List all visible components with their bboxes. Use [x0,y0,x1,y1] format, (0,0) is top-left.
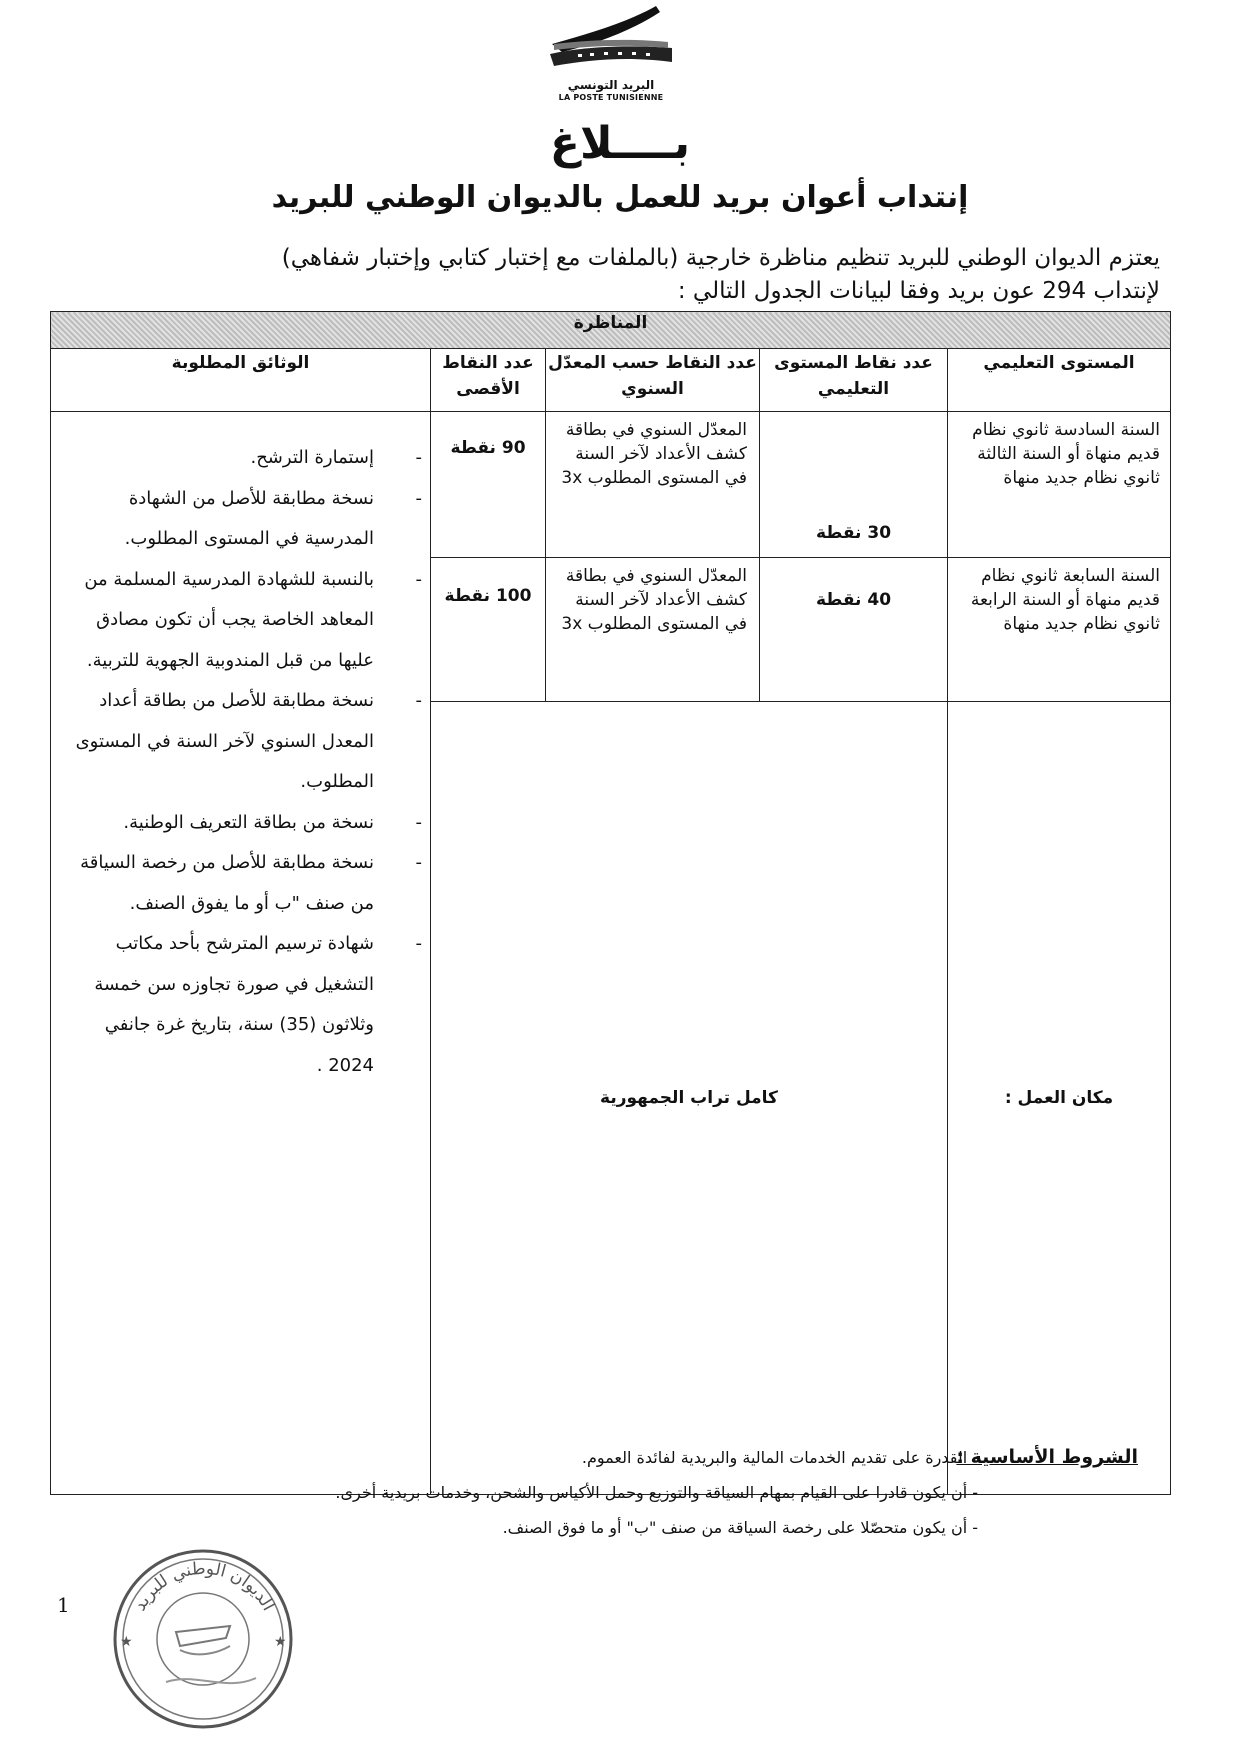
list-item: - نسخة من بطاقة التعريف الوطنية. [123,811,422,833]
header-max-points: عدد النقاط الأقصى [431,349,546,412]
condition-item: - أن يكون متحصّلا على رخصة السياقة من صنف "ب" أو ما فوق الصنف. [502,1518,978,1537]
row1-level-points: 30 نقطة [760,412,948,558]
stamp-seal-icon [106,1542,301,1737]
page-subtitle: إنتداب أعوان بريد للعمل بالديوان الوطني للبريد [271,180,969,215]
list-item: - نسخة مطابقة للأصل من رخصة السياقة من صنف "ب أو ما يفوق الصنف. [80,852,422,914]
row1-level: السنة السادسة ثانوي نظام قديم منهاة أو السنة الثالثة ثانوي نظام جديد منهاة [948,412,1171,558]
page-title: بــــلاغ [549,118,691,169]
condition-item: - أن يكون قادرا على القيام بمهام السياقة والتوزيع وحمل الأكياس والشحن، وخدمات بريدية أخرى. [335,1483,978,1502]
documents-list [59,438,422,1086]
logo-arabic-name: البريد التونسي [567,78,655,92]
header-level-points: عدد نقاط المستوى التعليمي [760,349,948,412]
table-band-row [51,312,1171,349]
list-item: - شهادة ترسيم المترشح بأحد مكاتب التشغيل في صورة تجاوزه سن خمسة وثلاثون (35) سنة، بتاريخ غرة جانفي 2024 . [94,933,422,1076]
table-band: المناظرة [51,312,1171,349]
intro-line-2: لإنتداب 294 عون بريد وفقا لبيانات الجدول التالي : [677,278,1160,304]
list-item: - إستمارة الترشح. [250,447,422,468]
row2-avg: المعدّل السنوي في بطاقة كشف الأعداد لآخر السنة في المستوى المطلوب 3x [546,558,760,702]
conditions-heading: الشروط الأساسية : [956,1446,1138,1468]
row1-avg: المعدّل السنوي في بطاقة كشف الأعداد لآخر السنة في المستوى المطلوب 3x [546,412,760,558]
list-item: - نسخة مطابقة للأصل من بطاقة أعداد المعدل السنوي لآخر السنة في المستوى المطلوب. [75,690,422,792]
list-item: - نسخة مطابقة للأصل من الشهادة المدرسية في المستوى المطلوب. [124,487,422,549]
table-header-row [51,349,1171,412]
stamp-text: الديوان الوطني للبريد [129,1558,279,1615]
intro-line-1: يعتزم الديوان الوطني للبريد تنظيم مناظرة خارجية (بالملفات مع إختبار كتابي وإختبار شفاهي) [281,245,1160,271]
condition-item: - القدرة على تقديم الخدمات المالية والبريدية لفائدة العموم. [581,1448,978,1467]
list-item: - بالنسبة للشهادة المدرسية المسلمة من المعاهد الخاصة يجب أن تكون مصادق عليها من قبل المندوبية الجهوية للتربية. [84,568,422,671]
svg-text:★: ★ [274,1634,287,1650]
la-poste-logo [548,4,674,104]
workplace-label: مكان العمل : [948,702,1171,1495]
official-stamp [106,1542,301,1737]
logo-french-name: LA POSTE TUNISIENNE [558,93,664,102]
table-row [51,412,1171,558]
la-poste-logo-icon [548,4,674,78]
page-number: 1 [57,1593,70,1617]
row2-level-points: 40 نقطة [760,558,948,702]
row1-max: 90 نقطة [431,412,546,558]
competition-table [50,311,1171,1495]
header-level: المستوى التعليمي [948,349,1171,412]
workplace-value: كامل تراب الجمهورية [431,702,948,1495]
documents-cell [51,412,431,1495]
row2-level: السنة السابعة ثانوي نظام قديم منهاة أو السنة الرابعة ثانوي نظام جديد منهاة [948,558,1171,702]
header-avg-points: عدد النقاط حسب المعدّل السنوي [546,349,760,412]
row2-max: 100 نقطة [431,558,546,702]
svg-text:★: ★ [120,1634,133,1650]
header-documents: الوثائق المطلوبة [51,349,431,412]
